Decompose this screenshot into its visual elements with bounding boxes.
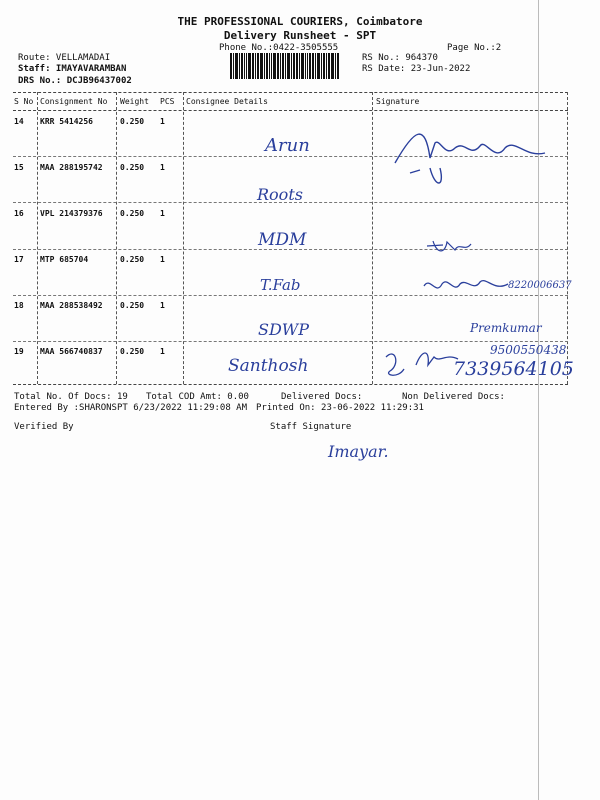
row-weight: 0.250	[120, 163, 145, 172]
row-consignee-handwritten: Arun	[265, 135, 310, 156]
total-cod: Total COD Amt: 0.00	[146, 392, 249, 402]
staff-signature-label: Staff Signature	[270, 422, 352, 432]
signature-scribble	[425, 236, 475, 256]
row-pcs: 1	[160, 209, 165, 218]
delivered-docs: Delivered Docs:	[281, 392, 363, 402]
rs-number: RS No.: 964370	[362, 53, 438, 63]
printed-on: Printed On: 23-06-2022 11:29:31	[256, 403, 424, 413]
table-bottom-rule	[13, 384, 568, 385]
drs-number: DRS No.: DCJB96437002	[18, 76, 132, 86]
row-consignment: MAA 566740837	[40, 347, 103, 356]
row-weight: 0.250	[120, 255, 145, 264]
staff-signature-handwritten: Imayar.	[328, 442, 389, 461]
row-consignee-handwritten: T.Fab	[260, 276, 301, 294]
row-pcs: 1	[160, 347, 165, 356]
row-sno: 14	[14, 117, 24, 126]
route: Route: VELLAMADAI	[18, 53, 111, 63]
row-sno: 19	[14, 347, 24, 356]
table-top-rule	[13, 92, 568, 93]
non-delivered-docs: Non Delivered Docs:	[402, 392, 505, 402]
row-signature-phone: 8220006637	[508, 280, 572, 291]
row-rule	[13, 341, 568, 342]
signature-scribble	[422, 274, 512, 298]
col-sno: S No	[14, 97, 34, 106]
col-signature: Signature	[376, 97, 420, 106]
row-rule	[13, 202, 568, 203]
row-signature-name: Premkumar	[470, 321, 542, 335]
row-signature-phone-partial: 9500550438	[490, 343, 567, 357]
row-signature-phone: 7339564105	[453, 358, 574, 380]
row-consignee-handwritten: SDWP	[258, 320, 309, 339]
company-name: THE PROFESSIONAL COURIERS, Coimbatore	[177, 15, 423, 28]
row-pcs: 1	[160, 301, 165, 310]
verified-by-label: Verified By	[14, 422, 74, 432]
row-consignment: MAA 288538492	[40, 301, 103, 310]
row-sno: 18	[14, 301, 24, 310]
row-weight: 0.250	[120, 117, 145, 126]
row-pcs: 1	[160, 255, 165, 264]
row-weight: 0.250	[120, 209, 145, 218]
row-consignment: KRR 5414256	[40, 117, 93, 126]
entered-by: Entered By :SHARONSPT 6/23/2022 11:29:08 AM	[14, 403, 247, 413]
row-consignment: MAA 288195742	[40, 163, 103, 172]
row-consignee-handwritten: Roots	[257, 185, 303, 204]
signature-scribble	[382, 345, 462, 383]
col-pcs: PCS	[160, 97, 175, 106]
row-sno: 15	[14, 163, 24, 172]
page-number: Page No.:2	[447, 43, 502, 53]
total-docs: Total No. Of Docs: 19	[14, 392, 128, 402]
signature-scribble	[385, 118, 555, 198]
barcode	[230, 53, 350, 79]
row-consignment: VPL 214379376	[40, 209, 103, 218]
row-sno: 16	[14, 209, 24, 218]
row-weight: 0.250	[120, 301, 145, 310]
col-consignee: Consignee Details	[186, 97, 268, 106]
row-pcs: 1	[160, 117, 165, 126]
row-consignment: MTP 685704	[40, 255, 89, 264]
row-rule	[13, 249, 568, 250]
staff-name: Staff: IMAYAVARAMBAN	[18, 64, 127, 74]
row-weight: 0.250	[120, 347, 145, 356]
col-weight: Weight	[120, 97, 149, 106]
row-pcs: 1	[160, 163, 165, 172]
rs-date: RS Date: 23-Jun-2022	[362, 64, 471, 74]
table-header-rule	[13, 110, 568, 111]
row-sno: 17	[14, 255, 24, 264]
col-consignment: Consignment No	[40, 97, 108, 106]
row-consignee-handwritten: MDM	[258, 230, 307, 250]
phone-number: Phone No.:0422-3505555	[219, 43, 339, 53]
row-consignee-handwritten: Santhosh	[228, 356, 309, 376]
sheet-title: Delivery Runsheet - SPT	[223, 29, 377, 42]
